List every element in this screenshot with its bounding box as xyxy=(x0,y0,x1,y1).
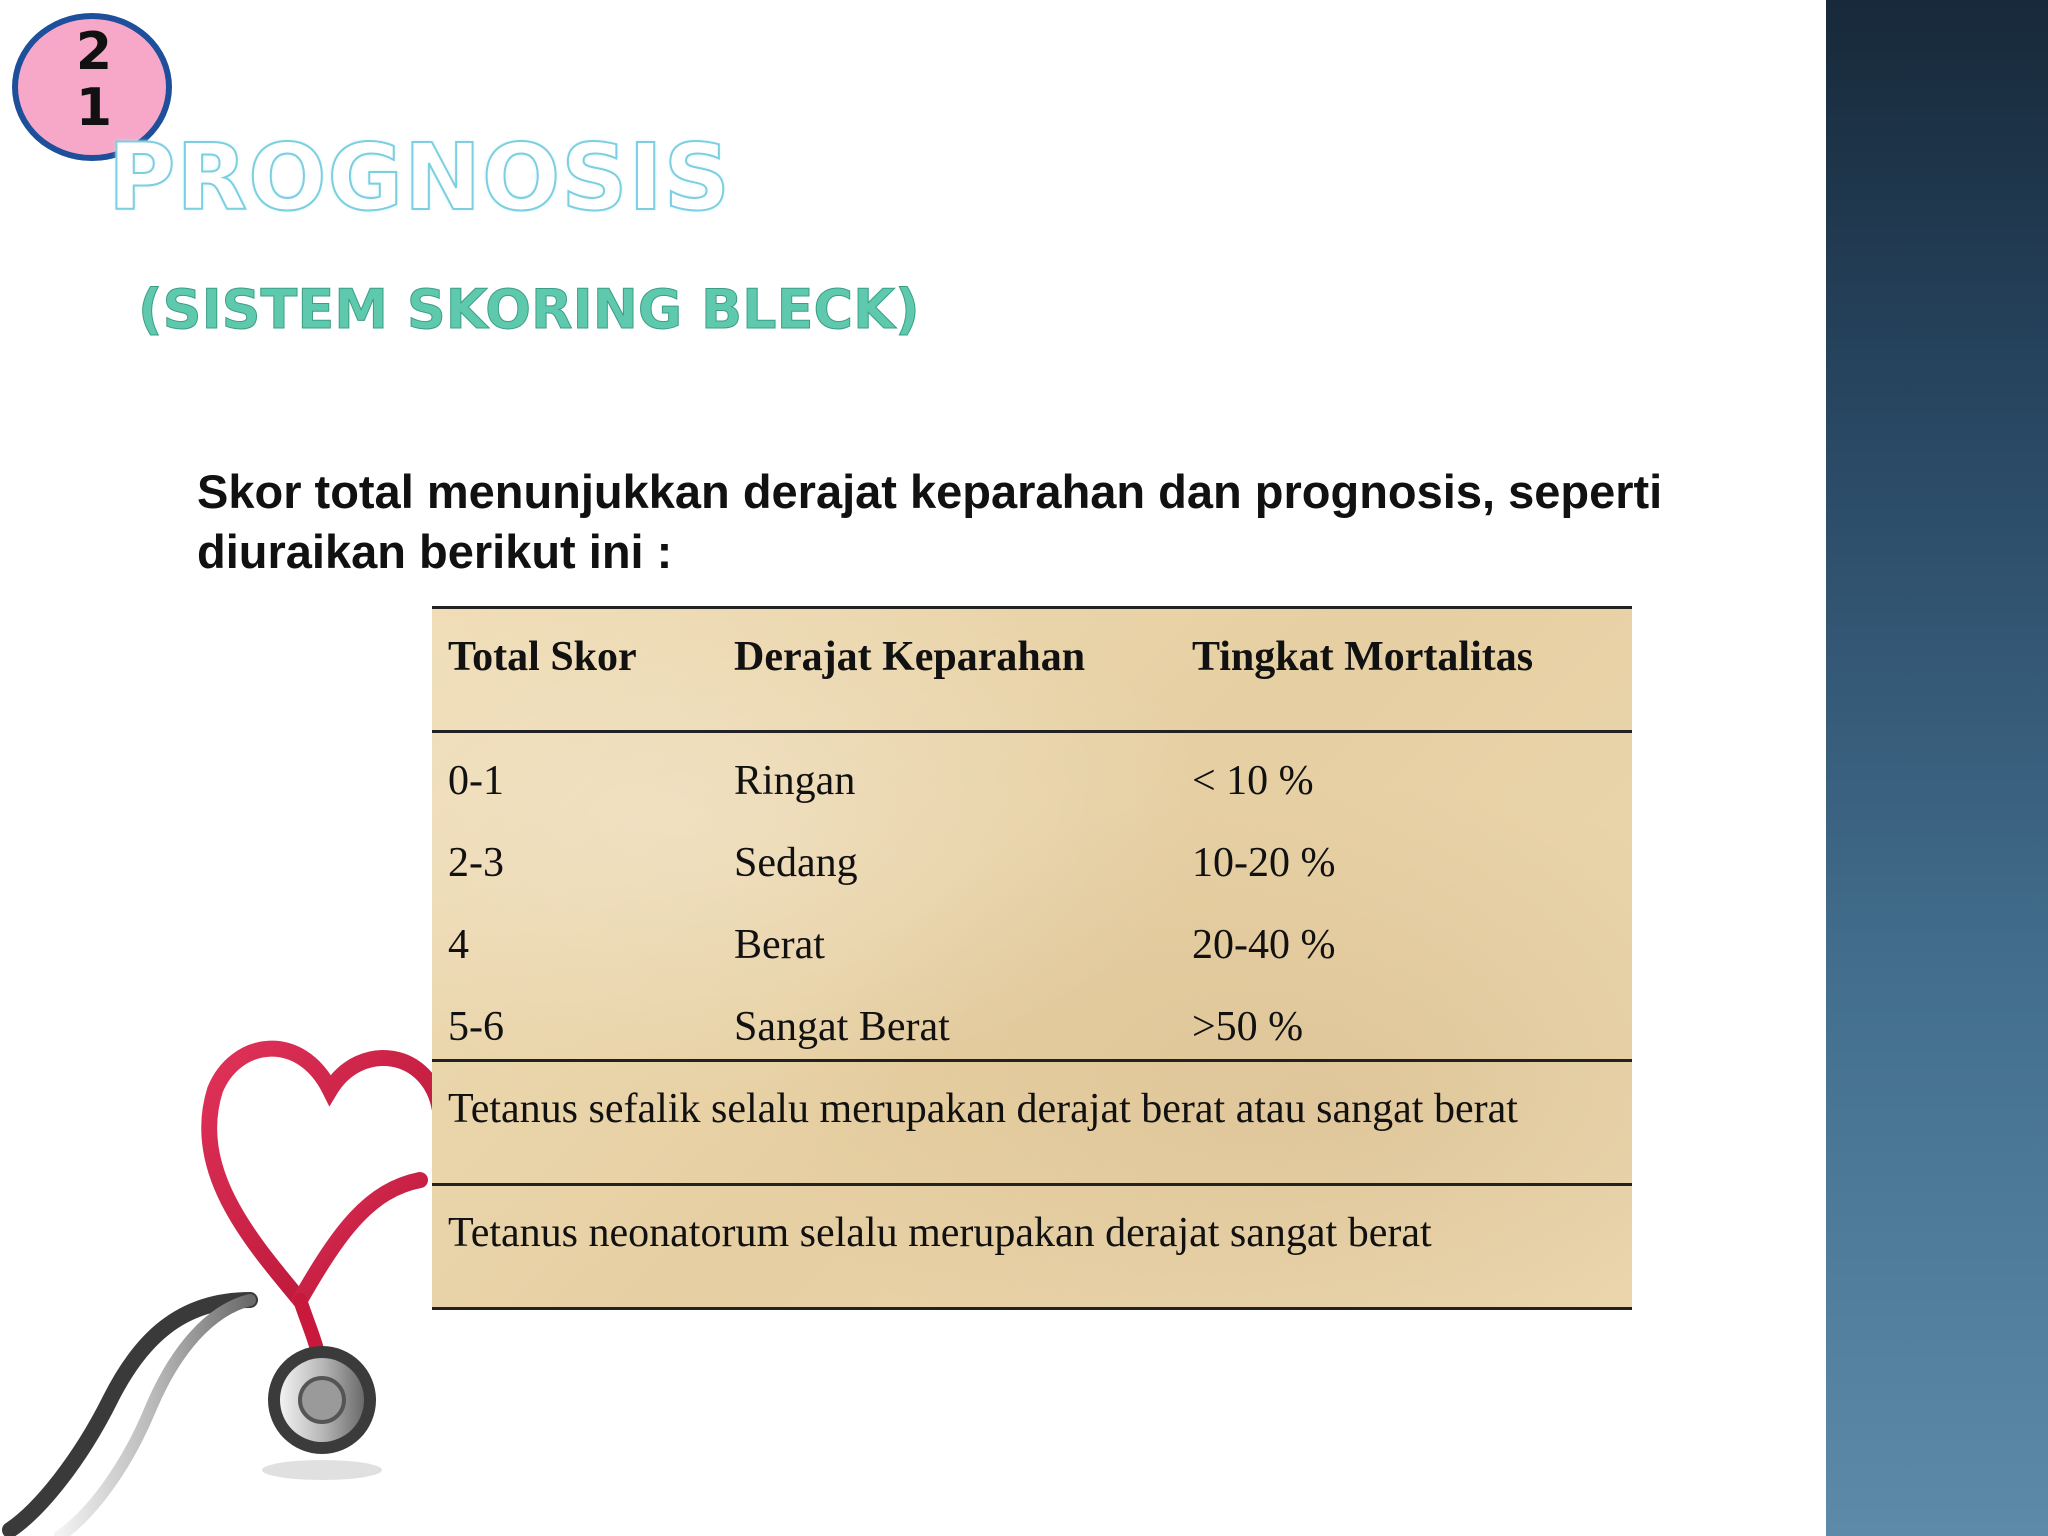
table-note-rule xyxy=(432,1183,1632,1186)
side-decorative-panel xyxy=(1826,0,2048,1536)
slide-subtitle: (SISTEM SKORING BLECK) xyxy=(138,278,920,341)
header-total-skor: Total Skor xyxy=(448,634,637,680)
table-cell: < 10 % xyxy=(1192,758,1314,804)
slide-number: 21 xyxy=(75,22,113,138)
table-cell: >50 % xyxy=(1192,1004,1304,1050)
table-cell: 10-20 % xyxy=(1192,840,1336,886)
table-cell: 20-40 % xyxy=(1192,922,1336,968)
table-cell: Sangat Berat xyxy=(734,1004,950,1050)
table-cell: 2-3 xyxy=(448,840,504,886)
table-body-rule xyxy=(432,1059,1632,1062)
header-tingkat-mortalitas: Tingkat Mortalitas xyxy=(1192,634,1534,680)
table-cell: 4 xyxy=(448,922,469,968)
intro-text: Skor total menunjukkan derajat keparahan dan prognosis, seperti diuraikan berikut ini : xyxy=(197,465,1663,578)
table-note-neonatorum: Tetanus neonatorum selalu merupakan derajat sangat berat xyxy=(448,1210,1432,1256)
stethoscope-heart-image xyxy=(0,1000,440,1536)
table-cell: 0-1 xyxy=(448,758,504,804)
table-cell: Sedang xyxy=(734,840,858,886)
scoring-table xyxy=(432,606,1632,1310)
table-note-sefalik: Tetanus sefalik selalu merupakan derajat berat atau sangat berat xyxy=(448,1086,1518,1132)
table-top-rule xyxy=(432,606,1632,609)
table-cell: Ringan xyxy=(734,758,856,804)
header-derajat-keparahan: Derajat Keparahan xyxy=(734,634,1086,680)
table-header-rule xyxy=(432,730,1632,733)
table-bottom-rule xyxy=(432,1307,1632,1310)
table-cell: Berat xyxy=(734,922,825,968)
slide-title: PROGNOSIS xyxy=(108,124,731,231)
table-cell: 5-6 xyxy=(448,1004,504,1050)
